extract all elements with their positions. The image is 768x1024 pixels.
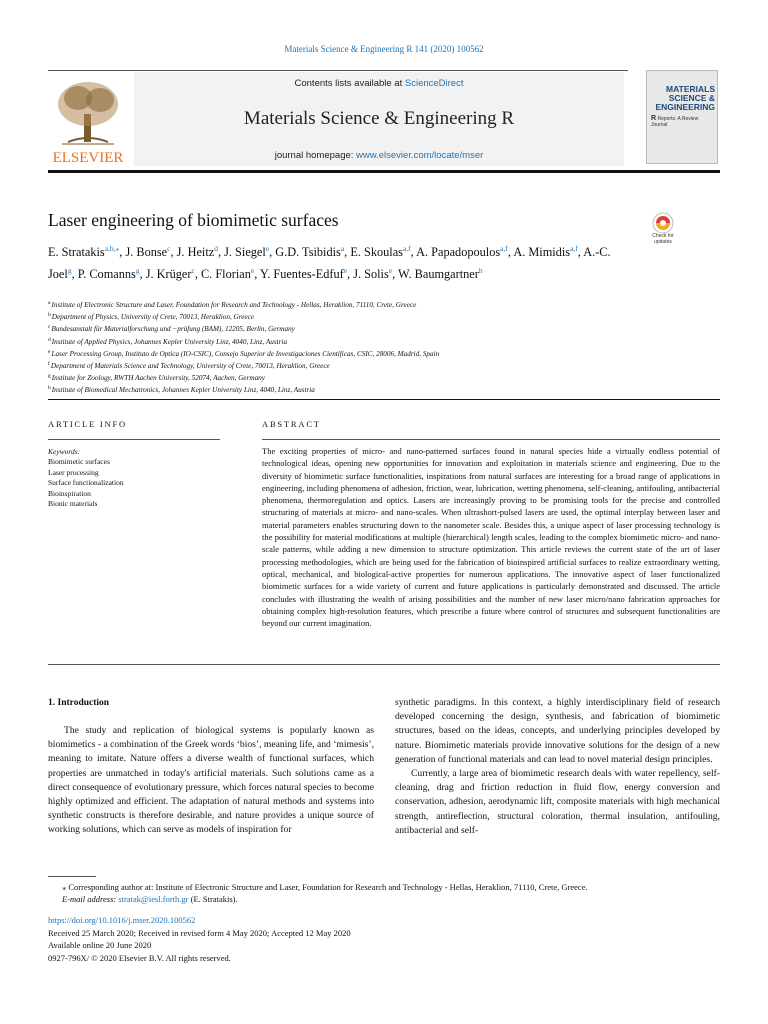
- author-affiliation-marker[interactable]: a,b,⁎: [104, 244, 120, 253]
- section-divider: [48, 399, 720, 400]
- body-column-right: [395, 696, 720, 838]
- footnote: [48, 881, 720, 905]
- elsevier-logo[interactable]: [48, 76, 128, 166]
- keywords-list: [48, 457, 124, 510]
- header-bottom-rule: [48, 170, 720, 173]
- article-info-rule: [48, 439, 220, 440]
- journal-cover-thumbnail[interactable]: [646, 70, 718, 164]
- affiliation-marker: b: [48, 312, 51, 319]
- author-name[interactable]: P. Comanns: [77, 266, 136, 281]
- affiliation-marker: e: [48, 348, 51, 355]
- author-name[interactable]: A. Papadopoulos: [416, 245, 501, 259]
- affiliation-item: [48, 371, 688, 383]
- affiliation-item: [48, 359, 688, 371]
- body-paragraph: synthetic paradigms. In this context, a highly interdisciplinary field of research developed concerning the design, synthesis, and fabrication of biomimetic structures, based on the ideas, concepts, and underlying principles developed by nature. Biomimetic materials provide innovative solutions for the design of a new generation of functional materials and can lead to novel material design principles.: [395, 697, 720, 765]
- sciencedirect-link[interactable]: ScienceDirect: [404, 78, 464, 89]
- affiliation-marker: d: [48, 336, 51, 343]
- author-affiliation-marker[interactable]: e: [343, 265, 348, 275]
- abstract-text: The exciting properties of micro- and nano-patterned surfaces found in natural species hide a virtually endless potential of technological ideas, opening new opportunities for innovation and exploitation in materials science and engineering. Due to the diversity of biomimetic surface functionalities, inspirations from natural surfaces are interesting for a broad range of applications in engineering, including phenomena of adhesion, friction, wear, lubrication, wetting phenomena, self-cleaning, antifouling, antibacterial phenomena, thermoregulation and optics. Lasers are increasingly proving to be promising tools for the precise and controlled structuring of materials at micro- and nano-scales. When ultrashort-pulsed lasers are used, the optimal interplay between laser and material parameters enables structuring down to the nanometer scale. Besides this, a unique aspect of laser processing technology is the possibility for material modifications at multiple (hierarchical) length scales, leading to the complex biomimetic micro- and nano-scale patterns, while adding a new dimension to structure optimization. This article reviews the current state of the art of laser processing methodologies, which are being used for the fabrication of bioinspired artificial surfaces to realize extraordinary wetting, optical, mechanical, and biological-active properties for numerous applications. The innovative aspect of laser functionalized biomimetic surfaces for a wide variety of current and future applications is particularly demonstrated and discussed. The article concludes with illustrating the wealth of arising possibilities and the number of new laser micro/nano fabrication approaches for obtaining complex high-resolution features, which prescribe a future where control of structures and subsequent functionalities are beyond our current imagination.: [262, 446, 720, 629]
- author-name[interactable]: J. Bonse: [125, 245, 168, 259]
- contents-prefix: Contents lists available at: [294, 78, 405, 89]
- email-suffix: (E. Stratakis).: [188, 894, 238, 905]
- affiliation-marker: c: [48, 324, 51, 331]
- author-list: E. Stratakis$^{a,b,⁎}$, J. Bonse$^c$, J. Heitz$^d$, J. Siegel$^e$, G.D. Tsibidis$^a$, E. Skoulas$^{a,f}$, A. Papadopoulos$^{a,f}$, A. Mimidis$^{a,f}$, A.-C. Joel$^g$, P. Comanns$^g$, J. Krüger$^c$, C. Florian$^e$, Y. Fuentes-Edfuf$^e$, J. Solis$^e$, W. Baumgartner$^h$: [48, 244, 611, 281]
- affiliation-text: Institute of Biomedical Mechatronics, Johannes Kepler University Linz, 4040, Linz, Austria: [51, 386, 315, 395]
- section-heading-introduction: 1. Introduction: [48, 698, 110, 708]
- affiliation-list: [48, 298, 688, 396]
- author-affiliation-marker[interactable]: a: [340, 244, 345, 253]
- affiliation-text: Department of Materials Science and Technology, University of Crete, 70013, Heraklion, Greece: [50, 362, 330, 371]
- cover-letter: R: [651, 115, 657, 122]
- abstract-bottom-rule: [48, 664, 720, 665]
- copyright: 0927-796X/ © 2020 Elsevier B.V. All rights reserved.: [48, 952, 231, 963]
- article-metadata: [48, 914, 720, 964]
- homepage-prefix: journal homepage:: [274, 150, 357, 161]
- author-affiliation-marker[interactable]: a,f: [570, 244, 578, 253]
- author-name[interactable]: E. Skoulas: [350, 245, 403, 259]
- affiliation-text: Department of Physics, University of Crete, 70013, Heraklion, Greece: [51, 313, 255, 322]
- author-name[interactable]: J. Krüger: [145, 266, 192, 281]
- author-name[interactable]: Y. Fuentes-Edfuf: [259, 266, 344, 281]
- cover-subtitle-text: Reports: A Review Journal: [651, 116, 699, 128]
- keyword-item: Bionic materials: [48, 499, 98, 508]
- corresponding-author-note: ⁎ Corresponding author at: Institute of Electronic Structure and Laser, Foundation for Research and Technology - Hellas, Heraklion, 71110, Crete, Greece.: [62, 882, 588, 892]
- homepage-link[interactable]: www.elsevier.com/locate/mser: [356, 150, 484, 161]
- author-affiliation-marker[interactable]: c: [191, 265, 195, 275]
- body-column-left: [48, 724, 374, 838]
- author-affiliation-marker[interactable]: e: [250, 265, 255, 275]
- tree-icon: [58, 82, 118, 144]
- author-affiliation-marker[interactable]: e: [265, 244, 270, 253]
- body-paragraph: The study and replication of biological systems is popularly known as biomimetics - a combination of the Greek words ‘bios’, meaning life, and ‘mimesis’, meaning to imitate. Nature offers a diverse wealth of functional surfaces, which properties are unmatched in today's artificial materials. Such solutions came as a direct consequence of evolutionary pressure, which forces natural species to become highly optimized and efficient. The adaptation of natural methods and systems into synthetic constructs is therefore desirable, and nature provides a unique source of working solutions, which can serve as models of inspiration for: [48, 725, 374, 836]
- author-affiliation-marker[interactable]: e: [388, 265, 393, 275]
- author-affiliation-marker[interactable]: g: [67, 265, 72, 275]
- affiliation-text: Bundesanstalt für Materialforschung und −prüfung (BAM), 12205, Berlin, Germany: [51, 325, 295, 334]
- email-link[interactable]: stratak@iesl.forth.gr: [118, 894, 189, 905]
- abstract-heading: ABSTRACT: [262, 419, 321, 429]
- received-dates: Received 25 March 2020; Received in revised form 4 May 2020; Accepted 12 May 2020: [48, 927, 351, 938]
- author-name[interactable]: W. Baumgartner: [398, 266, 479, 281]
- check-for-updates-label[interactable]: Check for updates: [652, 233, 674, 245]
- affiliation-item: [48, 335, 688, 347]
- affiliation-marker: f: [48, 361, 50, 368]
- affiliation-text: Institute of Electronic Structure and Laser, Foundation for Research and Technology - Hellas, Heraklion, 71110, Crete, Greece: [51, 301, 417, 309]
- available-online: Available online 20 June 2020: [48, 940, 152, 950]
- article-info-heading: ARTICLE INFO: [48, 419, 127, 429]
- elsevier-wordmark: ELSEVIER: [52, 150, 124, 166]
- affiliation-item: [48, 310, 688, 322]
- author-name[interactable]: J. Siegel: [224, 245, 266, 259]
- affiliation-text: Institute for Zoology, RWTH Aachen University, 52074, Aachen, Germany: [51, 374, 265, 383]
- cover-title: MATERIALS SCIENCE & ENGINEERING: [655, 84, 715, 112]
- affiliation-item: [48, 298, 688, 310]
- author-affiliation-marker[interactable]: d: [214, 244, 218, 253]
- author-name[interactable]: C. Florian: [200, 266, 251, 281]
- affiliation-marker: a: [48, 300, 51, 306]
- affiliation-marker: h: [48, 385, 51, 392]
- author-affiliation-marker[interactable]: h: [478, 265, 483, 275]
- author-name[interactable]: A. Mimidis: [513, 245, 571, 259]
- abstract-rule: [262, 439, 720, 440]
- author-affiliation-marker[interactable]: a,f: [402, 244, 411, 253]
- article-title: Laser engineering of biomimetic surfaces: [48, 210, 339, 230]
- keyword-item: Surface functionalization: [48, 478, 124, 487]
- author-name[interactable]: G.D. Tsibidis: [275, 245, 341, 259]
- email-label: E-mail address:: [62, 894, 117, 905]
- author-affiliation-marker[interactable]: g: [135, 265, 140, 275]
- keyword-item: Laser processing: [48, 467, 99, 477]
- affiliation-item: [48, 322, 688, 334]
- affiliation-item: [48, 383, 688, 395]
- affiliation-text: Laser Processing Group, Instituto de Optica (IO-CSIC), Consejo Superior de Investigaciones Científicas, CSIC, 28006, Madrid, Spain: [51, 349, 440, 358]
- author-name[interactable]: J. Heitz: [176, 245, 215, 259]
- author-name[interactable]: J. Solis: [353, 266, 389, 281]
- keyword-item: Biomimetic surfaces: [48, 457, 110, 466]
- author-name[interactable]: A.-C. Joel: [48, 245, 611, 281]
- journal-homepage: [134, 150, 624, 161]
- journal-title: Materials Science & Engineering R: [243, 108, 515, 129]
- cover-subtitle: [651, 115, 715, 128]
- keyword-item: Bioinspiration: [48, 488, 91, 498]
- affiliation-text: Institute of Applied Physics, Johannes Kepler University Linz, 4040, Linz, Austria: [51, 337, 288, 346]
- affiliation-item: [48, 347, 688, 359]
- author-name[interactable]: E. Stratakis: [48, 245, 105, 259]
- journal-reference[interactable]: Materials Science & Engineering R 141 (2020) 100562: [284, 44, 484, 54]
- doi-link[interactable]: https://doi.org/10.1016/j.mser.2020.100562: [48, 915, 196, 925]
- author-affiliation-marker[interactable]: c: [167, 244, 171, 253]
- body-paragraph: Currently, a large area of biomimetic research deals with water repellency, self-cleaning, drag and friction reduction in fluid flow, energy conversion and conservation, adhesion, aerodynamic lift, composite materials with high mechanical strength, antireflection, structural coloration, thermal insulation, antifouling, antibacterial and self-: [395, 768, 720, 836]
- email-line: [48, 893, 720, 905]
- contents-line: [134, 78, 624, 89]
- keywords-label: Keywords:: [48, 447, 81, 456]
- footnote-rule: [48, 876, 96, 877]
- header-top-rule: [48, 70, 628, 71]
- affiliation-marker: g: [48, 373, 51, 380]
- author-affiliation-marker[interactable]: a,f: [500, 244, 508, 253]
